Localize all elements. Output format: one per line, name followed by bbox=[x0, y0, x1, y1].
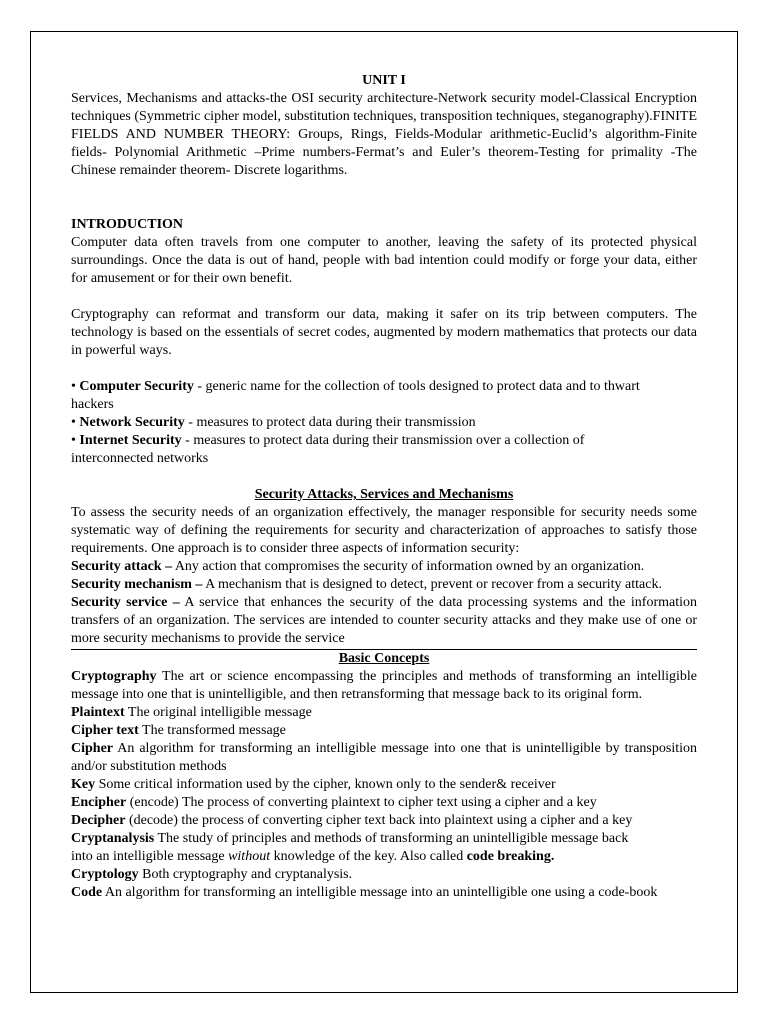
bullet-computer-security: • Computer Security - generic name for the collection of tools designed to protect data and to thwart hackers bbox=[71, 379, 640, 412]
def-plaintext: Plaintext The original intelligible message bbox=[71, 705, 312, 720]
def-code: Code An algorithm for transforming an intelligible message into an unintelligible one using a code-book bbox=[71, 885, 658, 900]
security-intro: To assess the security needs of an organization effectively, the manager responsible for security needs some systematic way of defining the requirements for security and characterization of approaches to satisfy those requirements. One approach is to consider three aspects of information security: bbox=[71, 505, 697, 556]
def-cipher: Cipher An algorithm for transforming an intelligible message into one that is unintelligible by transposition and/or substitution methods bbox=[71, 741, 697, 774]
unit-syllabus: Services, Mechanisms and attacks-the OSI security architecture-Network security model-Classical Encryption techniques (Symmetric cipher model, substitution techniques, transposition techniques, steganography).FINITE FIELDS AND NUMBER THEORY: Groups, Rings, Fields-Modular arithmetic-Euclid’s algorithm-Finite fields- Polynomial Arithmetic –Prime numbers-Fermat’s and Euler’s theorem-Testing for primality -The Chinese remainder theorem- Discrete logarithms. bbox=[71, 91, 697, 178]
def-decipher: Decipher (decode) the process of converting cipher text back into plaintext using a cipher and a key bbox=[71, 813, 633, 828]
def-cryptography: Cryptography The art or science encompassing the principles and methods of transforming an intelligible message into one that is unintelligible, and then retransforming that message back to its original form. bbox=[71, 669, 697, 702]
def-key: Key Some critical information used by the cipher, known only to the sender& receiver bbox=[71, 777, 556, 792]
intro-paragraph-2: Cryptography can reformat and transform our data, making it safer on its trip between computers. The technology is based on the essentials of secret codes, augmented by modern mathematics that protects our data in powerful ways. bbox=[71, 307, 697, 358]
unit-title: UNIT I bbox=[362, 73, 406, 88]
security-attack-definition: Security attack – Any action that compromises the security of information owned by an organization. bbox=[71, 559, 645, 574]
security-service-definition: Security service – A service that enhances the security of the data processing systems and the information transfers of an organization. The services are intended to counter security attacks and they make use of one or more security mechanisms to provide the service bbox=[71, 595, 697, 646]
def-ciphertext: Cipher text The transformed message bbox=[71, 723, 286, 738]
bullet-internet-security: • Internet Security - measures to protect data during their transmission over a collection of interconnected networks bbox=[71, 433, 585, 466]
def-cryptology: Cryptology Both cryptography and cryptanalysis. bbox=[71, 867, 353, 882]
security-mechanism-definition: Security mechanism – A mechanism that is designed to detect, prevent or recover from a security attack. bbox=[71, 577, 662, 592]
bullet-network-security: • Network Security - measures to protect data during their transmission bbox=[71, 415, 476, 430]
document-content bbox=[71, 72, 697, 902]
def-cryptanalysis: Cryptanalysis The study of principles and methods of transforming an unintelligible message back into an intelligible message without knowledge of the key. Also called code breaking. bbox=[71, 831, 629, 864]
intro-paragraph-1: Computer data often travels from one computer to another, leaving the safety of its protected physical surroundings. Once the data is out of hand, people with bad intention could modify or forge your data, either for amusement or for their own benefit. bbox=[71, 235, 697, 286]
introduction-heading: INTRODUCTION bbox=[71, 217, 184, 232]
concepts-heading: Basic Concepts bbox=[338, 651, 430, 666]
security-heading: Security Attacks, Services and Mechanisms bbox=[254, 487, 514, 502]
def-encipher: Encipher (encode) The process of converting plaintext to cipher text using a cipher and a key bbox=[71, 795, 597, 810]
